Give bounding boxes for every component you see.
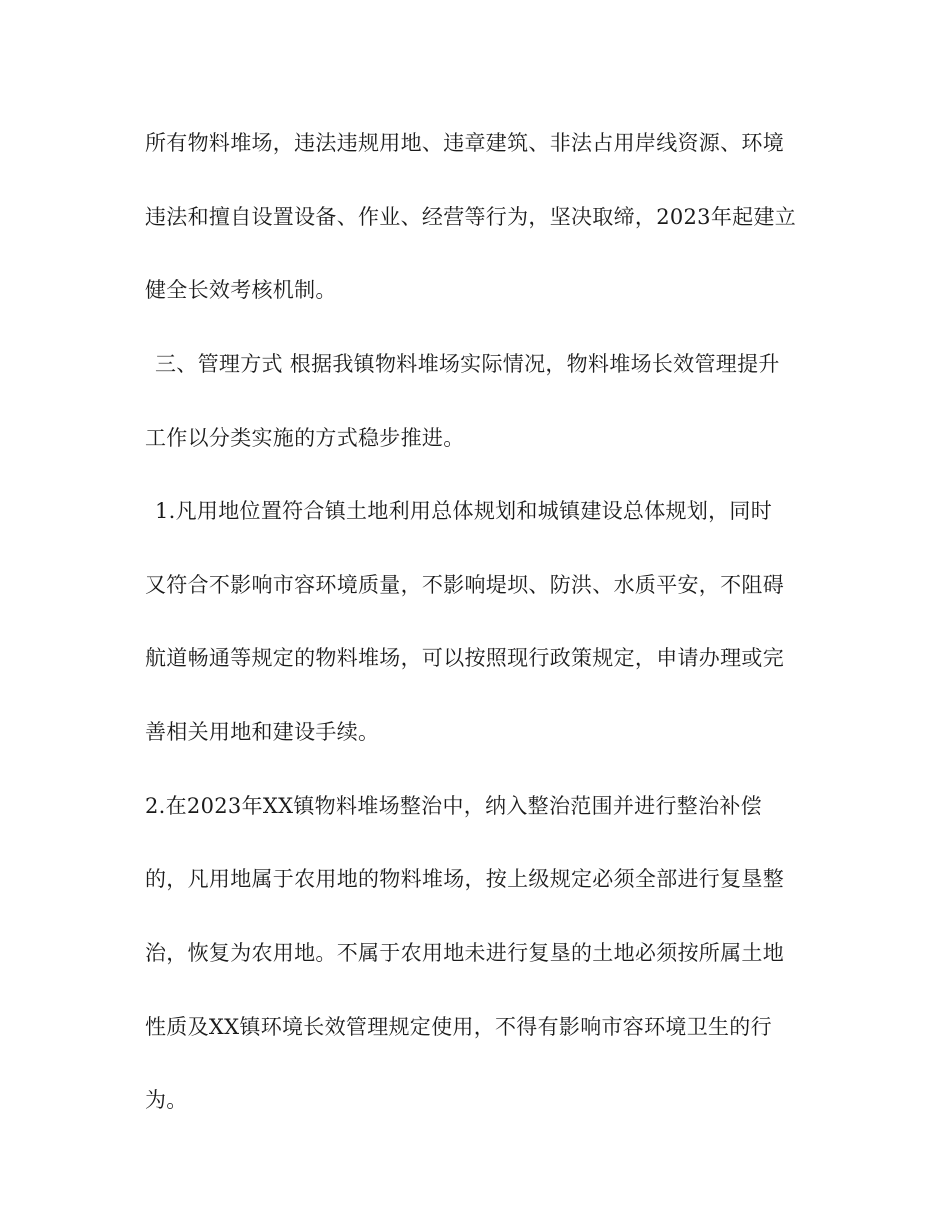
paragraph-line: 性质及XX镇环境长效管理规定使用，不得有影响市容环境卫生的行 bbox=[145, 1015, 772, 1039]
paragraph-line: 健全长效考核机制。 bbox=[145, 278, 337, 302]
section-heading-line: 三、管理方式 根据我镇物料堆场实际情况，物料堆场长效管理提升 bbox=[155, 352, 780, 376]
paragraph-line: 工作以分类实施的方式稳步推进。 bbox=[145, 426, 465, 450]
paragraph-line: 善相关用地和建设手续。 bbox=[145, 720, 380, 744]
paragraph-line: 又符合不影响市容环境质量，不影响堤坝、防洪、水质平安，不阻碍 bbox=[145, 573, 784, 597]
paragraph-line: 违法和擅自设置设备、作业、经营等行为，坚决取缔，2023年起建立 bbox=[145, 205, 797, 229]
list-item-line: 1.凡用地位置符合镇土地利用总体规划和城镇建设总体规划，同时 bbox=[155, 499, 773, 523]
paragraph-line: 为。 bbox=[145, 1088, 188, 1112]
paragraph-line: 所有物料堆场，违法违规用地、违章建筑、非法占用岸线资源、环境 bbox=[145, 131, 784, 155]
paragraph-line: 航道畅通等规定的物料堆场，可以按照现行政策规定，申请办理或完 bbox=[145, 646, 784, 670]
paragraph-line: 治，恢复为农用地。不属于农用地未进行复垦的土地必须按所属土地 bbox=[145, 941, 784, 965]
list-item-line: 2.在2023年XX镇物料堆场整治中，纳入整治范围并进行整治补偿 bbox=[145, 794, 762, 818]
paragraph-line: 的，凡用地属于农用地的物料堆场，按上级规定必须全部进行复垦整 bbox=[145, 867, 784, 891]
